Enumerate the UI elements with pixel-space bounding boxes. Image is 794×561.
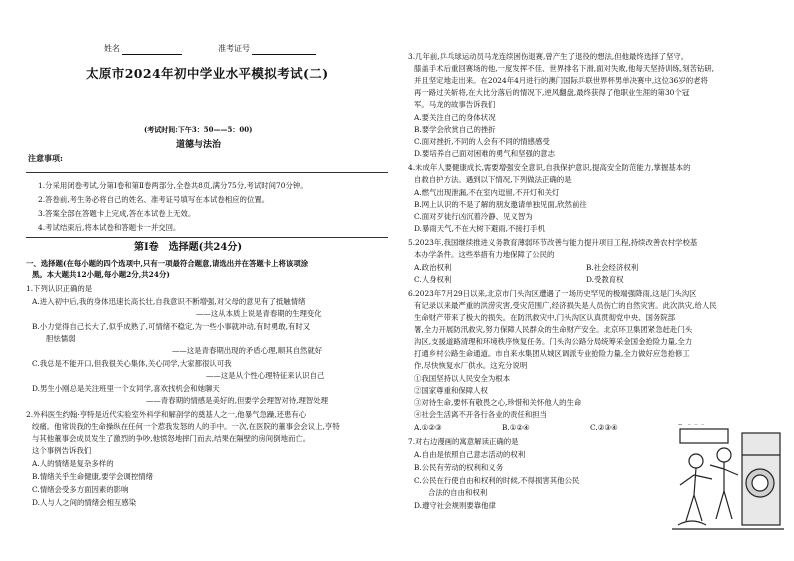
q2-option-b[interactable]: B.情绪关乎生命健康,要学会调控情绪 — [32, 472, 153, 481]
q5-options-row1 — [414, 263, 638, 274]
q6-statement: ④社会生活离不开各行各业的责任和担当 — [414, 410, 548, 419]
section-title: 第Ⅰ卷 选择题(共24分) — [134, 242, 243, 253]
q6-statement: ①我国坚持以人民安全为根本 — [414, 374, 511, 383]
question-4-stem: 自救自护方法。遇到以下情况,下列做法正确的是 — [414, 175, 572, 184]
note-item: 3.答案全部在答题卡上完成,答在本试卷上无效。 — [38, 209, 196, 218]
question-7-stem: 7.对右边漫画的寓意解读正确的是 — [408, 437, 519, 446]
q4-option-c[interactable]: C.面对歹徒行凶沉着冷静、见义智为 — [414, 212, 533, 221]
subject-title: 道德与法治 — [176, 140, 222, 150]
q2-option-a[interactable]: A.人的情绪是复杂多样的 — [32, 459, 114, 468]
exam-number-field — [218, 44, 316, 55]
name-field — [104, 44, 182, 55]
q1-option-a[interactable]: A.进入初中后,我的身体迅速长高长壮,自我意识不断增强,对父母的意见有了抵触情绪 — [32, 297, 306, 306]
question-6-stem: 作,尽快恢复水厂供水。这充分说明 — [414, 361, 528, 370]
q5-options-row2 — [414, 275, 624, 286]
question-6-stem: 打通乡村公路生命通道。市自来水集团从城区调派专业抢险力量,全力做好应急抢修工 — [414, 349, 690, 358]
name-blank[interactable] — [122, 46, 182, 55]
exam-number-label: 准考证号 — [218, 44, 250, 53]
note-item: 4.考试结束后,将本试卷和答题卡一并交回。 — [38, 223, 181, 232]
question-5-stem: 5.2023年,我国继续推进义务教育薄弱环节改善与能力提升项目工程,持续改善农村学校基 — [408, 238, 698, 247]
q7-option-a[interactable]: A.自由是依照自己意志活动的权利 — [414, 450, 526, 459]
q1-option-b-note: ——这是青春期出现的矛盾心理,顺其自然就好 — [172, 346, 323, 355]
question-3-stem: 军。马龙的故事告诉我们 — [414, 100, 496, 109]
q5-option-a[interactable]: A.政治权利 — [414, 263, 452, 272]
question-3-stem: 并且坚定地走出来。在2024年4月进行的澳门国际乒联世界杯男单决赛中,这位36岁的老将 — [414, 76, 708, 85]
q3-option-c[interactable]: C.面对挫折,不同的人会有不同的情感感受 — [414, 137, 550, 146]
question-6-stem: 生命财产带来了极大的损失。在防汛救灾中,门头沟区认真贯彻党中央、国务院部 — [414, 313, 676, 322]
notes-label: 注意事项: — [28, 153, 63, 163]
q7-option-c-cont: 合法的自由和权利 — [428, 488, 488, 497]
question-3-stem: 膝盖手术后重回赛场的他,一度发挥不佳、世界排名下滑,面对失败,他每天坚持训练,刻苦钻研, — [414, 64, 714, 73]
instruction-line: 黑。本大题共12小题,每小题2分,共24分) — [32, 270, 170, 279]
question-5-stem: 本办学条件。这些举措有力地保障了公民的 — [414, 250, 555, 259]
question-2-stem: 与其他董事会成员发生了激烈的争吵,他愤怒地摔门而去,结果在隔壁的房间倒地而亡。 — [32, 434, 311, 443]
q1-option-a-note: ——这从本质上说是青春期的生理变化 — [196, 309, 322, 318]
q6-option-a[interactable]: A.①②③ — [414, 423, 442, 432]
notes-bottom-divider — [26, 237, 388, 238]
q1-option-d-note: ——青春期的情感是美好的,但要学会理智对待,理智处理 — [146, 396, 329, 405]
question-6-stem: 有记录以来最严重的洪涝灾害,受灾范围广,经济损失是人员伤亡的自然灾害。此次洪灾,给人民 — [414, 301, 717, 310]
q3-option-d[interactable]: D.要培养自己面对困难的勇气和坚强的意志 — [414, 149, 556, 158]
question-6-stem: 署,全力开展防汛救灾,努力保障人民群众的生命财产安全。北京环卫集团紧急赶赴门头 — [414, 325, 693, 334]
notes-top-divider — [26, 172, 388, 173]
q1-option-b-cont: 胆怯懦弱 — [46, 334, 76, 343]
q3-option-a[interactable]: A.要关注自己的身体状况 — [414, 113, 496, 122]
instruction-line: 一、选择题(在每小题的四个选项中,只有一项最符合题意,请选出并在答题卡上将该项涂 — [26, 259, 309, 268]
q6-option-c[interactable]: C.②③④ — [590, 423, 618, 432]
q6-statement: ③对待生命,要怀有敬畏之心,珍惜和关怀他人的生命 — [414, 398, 582, 407]
exam-title: 太原市2024年初中学业水平模拟考试(二) — [86, 66, 329, 81]
q7-option-b[interactable]: B.公民有劳动的权利和义务 — [414, 463, 504, 472]
q5-option-c[interactable]: C.人身权利 — [414, 275, 452, 284]
q7-option-d[interactable]: D.遵守社会规则要靠他律 — [414, 501, 496, 510]
question-3-stem: 3.几年前,乒乓球运动员马龙连续困伤退赛,曾产生了退役的想法,但他最终选择了坚守。 — [408, 52, 689, 61]
note-item: 1.分采用闭卷考试,分第Ⅰ卷和第Ⅱ卷两部分,全卷共8页,满分75分,考试时间70分钟。 — [38, 181, 308, 190]
q1-option-c[interactable]: C.我总是不能开口,但我很关心集体,关心同学,大家都很认可我 — [32, 359, 232, 368]
exam-number-blank[interactable] — [252, 46, 316, 55]
left-column — [26, 0, 388, 561]
exam-time: (考试时间:下午3：50——5：00) — [144, 125, 253, 134]
q3-option-b[interactable]: B.要学会欣赏自己的挫折 — [414, 125, 496, 134]
name-label: 姓名 — [104, 44, 120, 53]
q1-option-d[interactable]: D.男生小刚总是关注班里一个女同学,喜欢找机会和她聊天 — [32, 384, 220, 393]
q5-option-d[interactable]: D.受教育权 — [586, 275, 624, 284]
q2-option-d[interactable]: D.人与人之间的情绪会相互感染 — [32, 498, 137, 507]
note-item: 2.答卷前,考生务必将自己的姓名、准考证号填写在本试卷相应的位置。 — [38, 195, 270, 204]
q4-option-d[interactable]: D.暴雨天气,不在大树下避雨,不接打手机 — [414, 224, 545, 233]
q6-options — [414, 423, 706, 434]
q4-option-b[interactable]: B.网上认识的不是了解的朋友邀请单独见面,欣然前往 — [414, 200, 587, 209]
question-3-stem: 再一路过关斩将,在大比分落后的情况下,逆风翻盘,最终获得了他职业生涯的第30个冠 — [414, 88, 690, 97]
q2-option-c[interactable]: C.情绪会受多方面因素的影响 — [32, 485, 129, 494]
question-2-stem: 这个事例告诉我们 — [32, 446, 92, 455]
q6-option-b[interactable]: B.①②④ — [502, 423, 530, 432]
cartoon-illustration — [672, 425, 784, 537]
q6-statement: ②国家尊重和保障人权 — [414, 386, 488, 395]
question-4-stem: 4.未成年人要健康成长,需要增强安全意识,自我保护意识,提高安全防范能力,掌握基本的 — [408, 163, 691, 172]
q5-option-b[interactable]: B.社会经济权利 — [586, 263, 639, 272]
question-2-stem: 绞痛。他常说我的生命操纵在任何一个惹我发怒的人的手中。一次,在医院的董事会会议上,亨特 — [32, 422, 340, 431]
q4-option-a[interactable]: A.燃气出现泄漏,不在室内逗留,不开灯和关灯 — [414, 188, 560, 197]
q1-option-c-note: ——这是从个性心理特征来认识自己 — [206, 371, 325, 380]
question-2-stem: 2.外科医生约翰·亨特是近代实验室外科学和解剖学的奠基人之一,他暴气急躁,还患有心 — [26, 410, 307, 419]
question-1-stem: 1.下列认识正确的是 — [26, 284, 93, 293]
question-6-stem: 6.2023年7月29日以来,北京市门头沟区遭遇了一场历史罕见的极端强降雨,这是门头沟区 — [408, 289, 697, 298]
q1-option-b[interactable]: B.小力觉得自己长大了,似乎成熟了,可情绪不稳定,为一些小事就冲动,有时勇敢,有时又 — [32, 322, 311, 331]
q7-option-c[interactable]: C.公民在行使自由和权利的时候,不得损害其他公民 — [414, 476, 580, 485]
question-6-stem: 沟区,支援道路清理和环境秩序恢复任务。门头沟公路分局统筹采金国金抢险力量,全力 — [414, 337, 693, 346]
